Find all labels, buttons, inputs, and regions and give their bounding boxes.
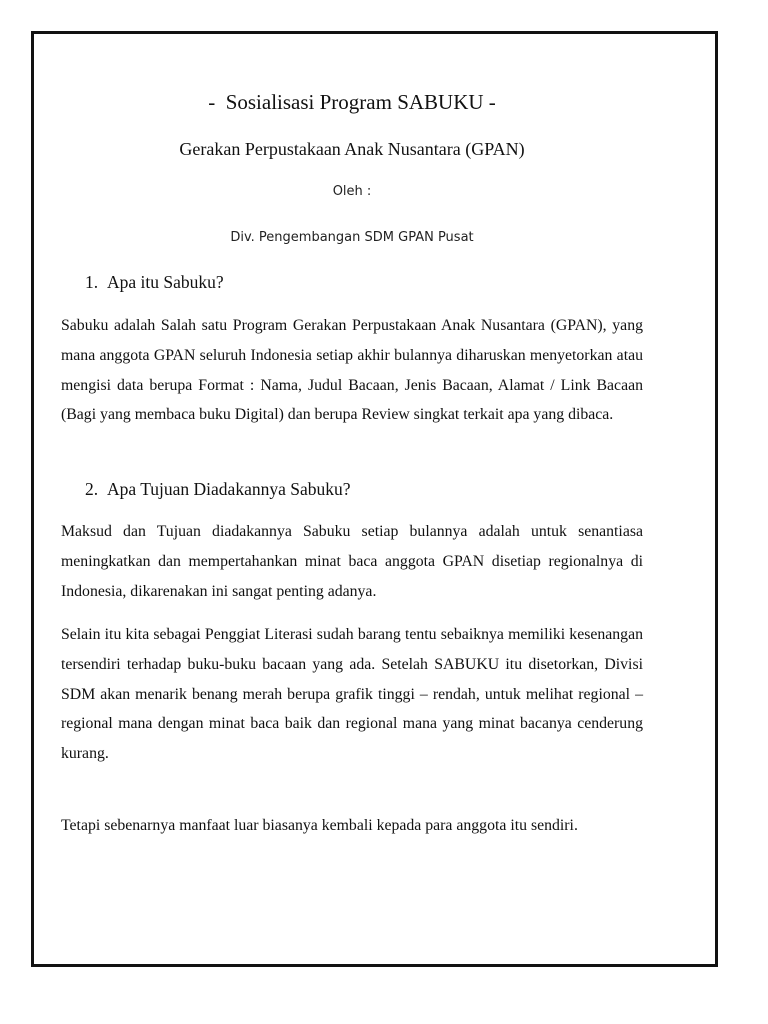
section-2-paragraph-1: Maksud dan Tujuan diadakannya Sabuku setiap bulannya adalah untuk senantiasa meningkatkan dan mempertahankan minat baca anggota GPAN disetiap regionalnya di Indonesia, dikarenakan ini sangat penting adanya. [61,523,643,600]
section-1-title: Apa itu Sabuku? [107,272,224,292]
section-2-title: Apa Tujuan Diadakannya Sabuku? [107,479,351,499]
section-1-heading [85,269,224,295]
document-title: - Sosialisasi Program SABUKU - [208,90,496,114]
document-subtitle: Gerakan Perpustakaan Anak Nusantara (GPAN) [179,139,525,159]
section-2-heading [85,476,351,502]
section-1-number: 1. [85,272,99,292]
section-1-paragraph-1: Sabuku adalah Salah satu Program Gerakan Perpustakaan Anak Nusantara (GPAN), yang mana anggota GPAN seluruh Indonesia setiap akhir bulannya diharuskan menyetorkan atau mengisi data berupa Format : Nama, Judul Bacaan, Jenis Bacaan, Alamat / Link Bacaan (Bagi yang membaca buku Digital) dan berupa Review singkat terkait apa yang dibaca. [61,317,643,424]
section-2-paragraph-3: Tetapi sebenarnya manfaat luar biasanya kembali kepada para anggota itu sendiri. [61,817,578,834]
section-2-paragraph-2: Selain itu kita sebagai Penggiat Literasi sudah barang tentu sebaiknya memiliki kesenangan tersendiri terhadap buku-buku bacaan yang ada. Setelah SABUKU itu disetorkan, Divisi SDM akan menarik benang merah berupa grafik tinggi – rendah, untuk melihat regional – regional mana dengan minat baca baik dan regional mana yang minat bacanya cenderung kurang. [61,626,643,763]
author: Div. Pengembangan SDM GPAN Pusat [230,230,474,245]
section-2-number: 2. [85,479,99,499]
by-label: Oleh : [332,184,372,199]
